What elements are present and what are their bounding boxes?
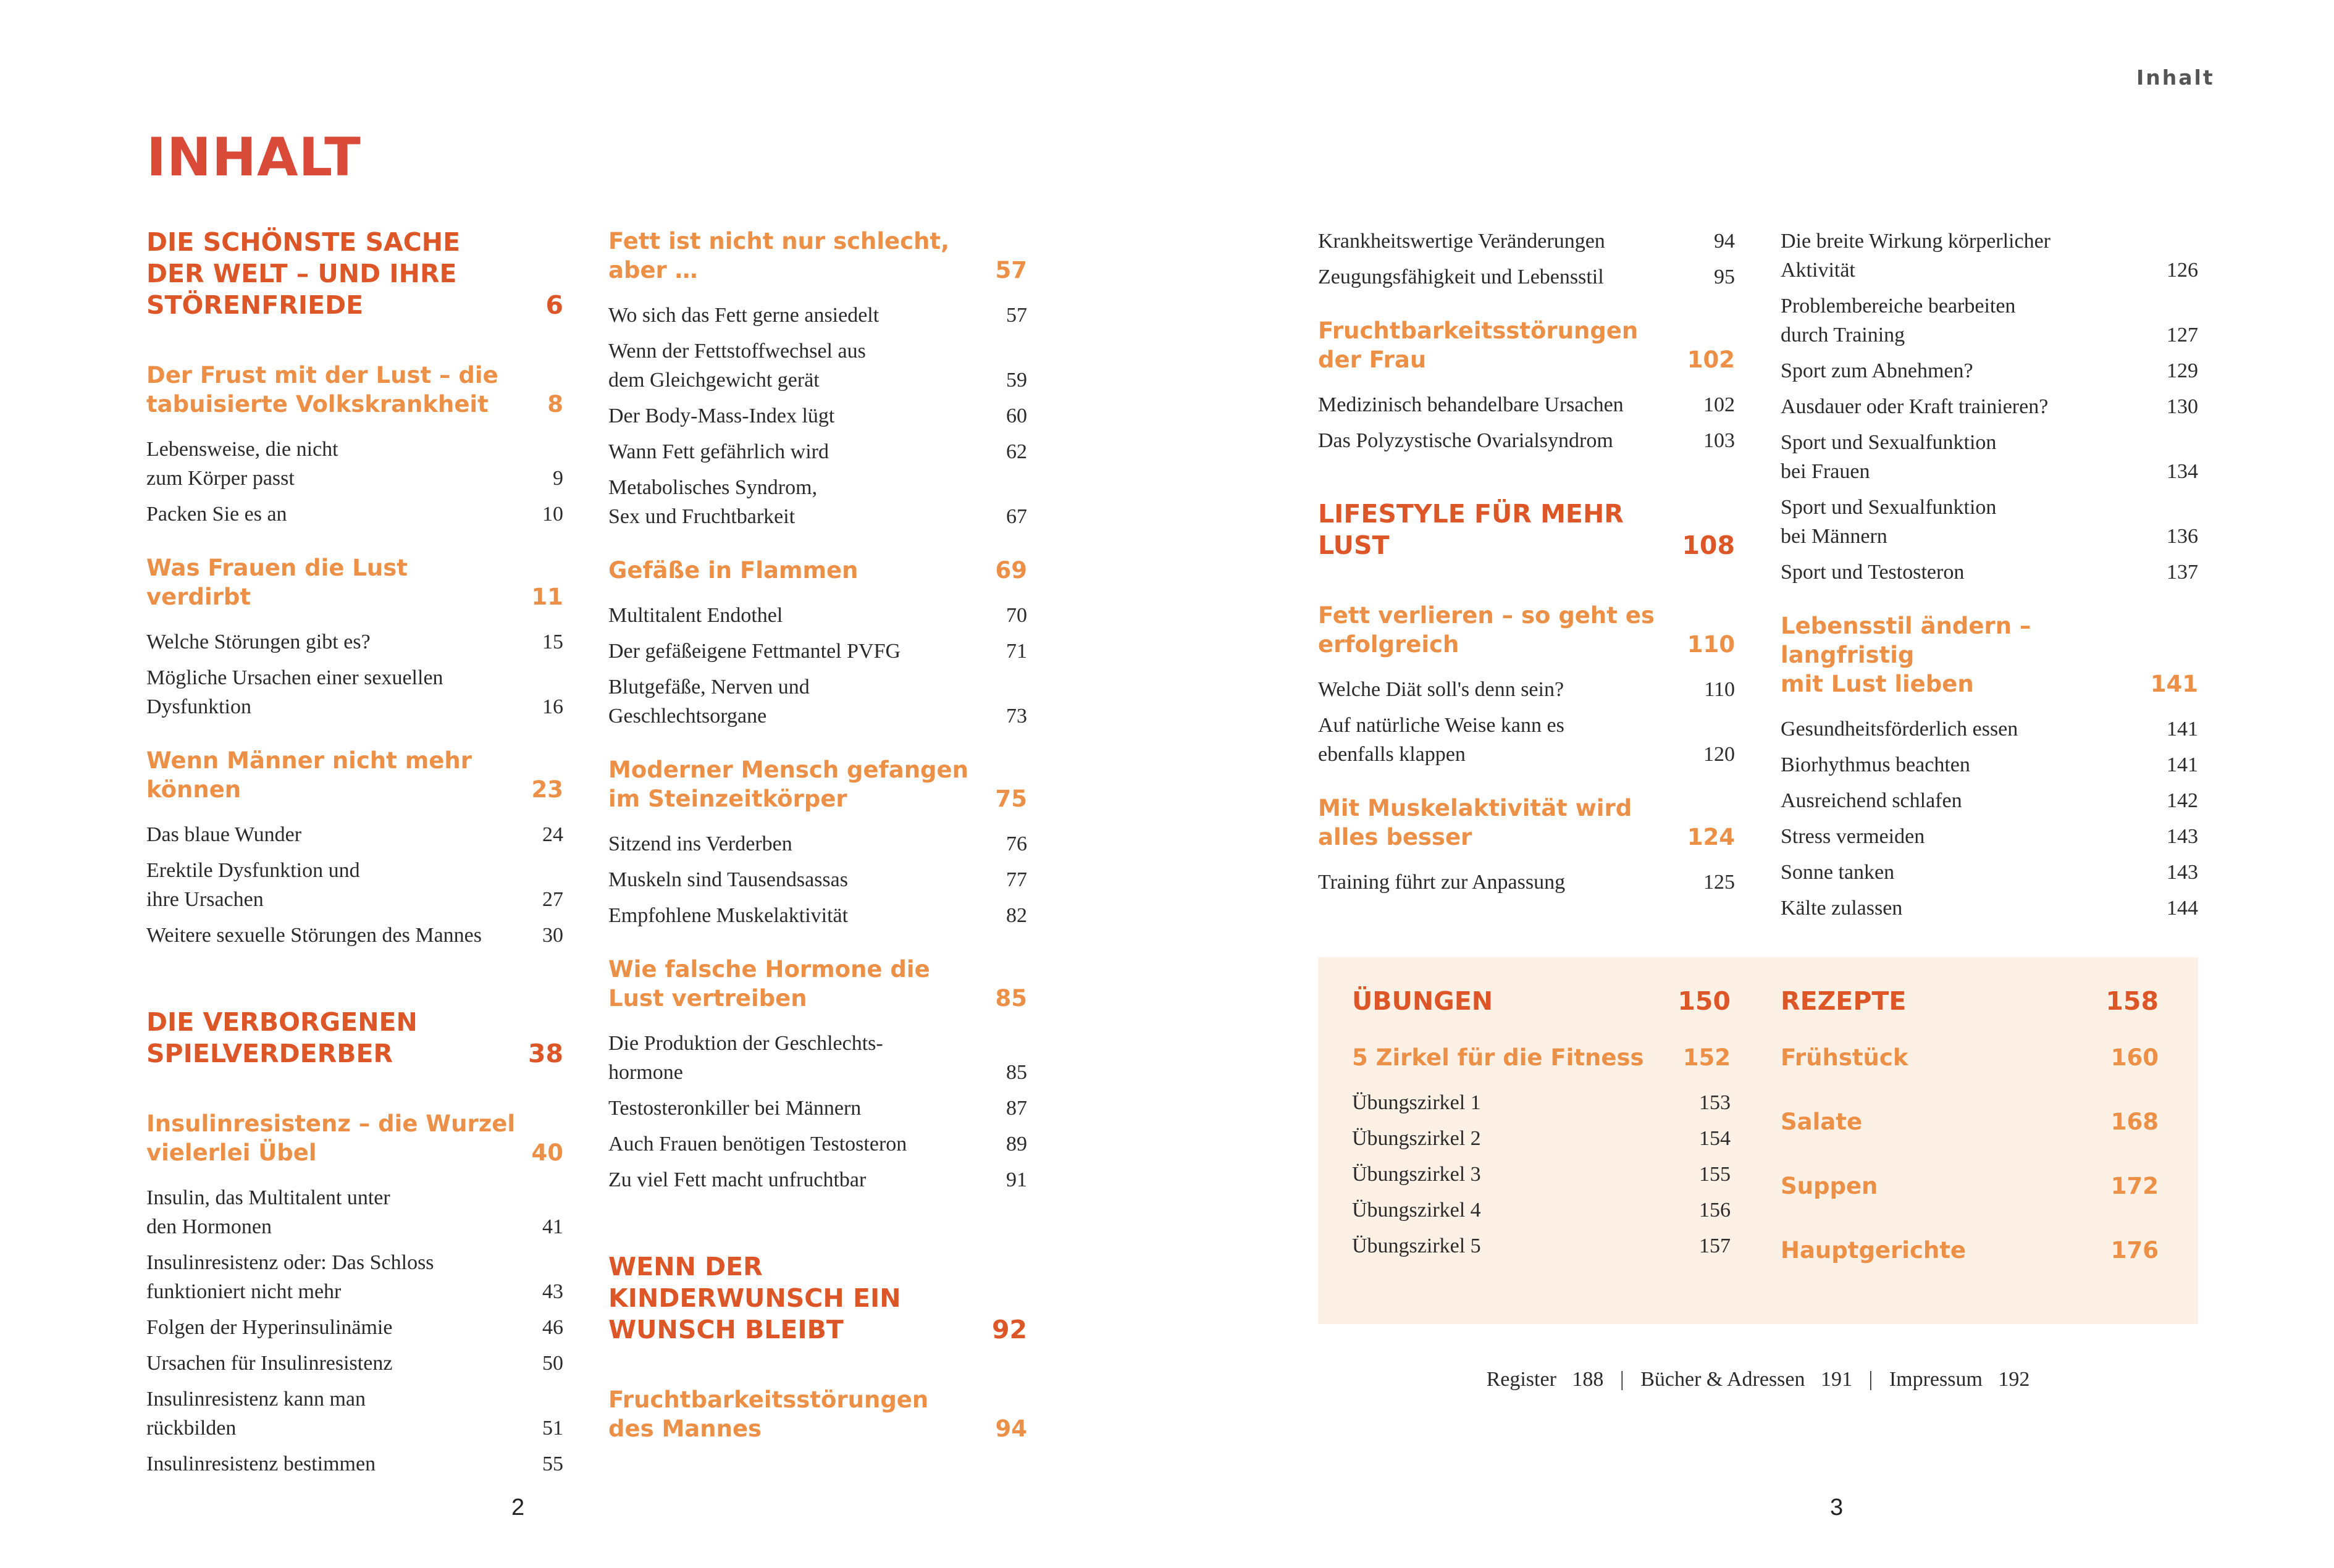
toc-entry[interactable] bbox=[1781, 356, 2198, 385]
toc-chapter[interactable] bbox=[1781, 986, 2159, 1017]
entry-title: Auch Frauen benötigen Testosteron bbox=[608, 1133, 907, 1155]
section-page: 69 bbox=[995, 557, 1027, 584]
toc-section-group bbox=[1318, 316, 1735, 455]
toc-section-group bbox=[608, 755, 1027, 930]
entry-title: Muskeln sind Tausendsassas bbox=[608, 868, 848, 891]
toc-entry[interactable] bbox=[146, 820, 563, 849]
entry-page: 144 bbox=[2167, 897, 2198, 920]
toc-entry[interactable] bbox=[146, 663, 563, 721]
entry-page: 141 bbox=[2167, 753, 2198, 776]
toc-entry[interactable] bbox=[608, 1130, 1027, 1159]
entry-page: 60 bbox=[1006, 405, 1027, 427]
toc-entry[interactable] bbox=[608, 637, 1027, 666]
chapter-page: 158 bbox=[2105, 986, 2159, 1016]
page-title: INHALT bbox=[146, 127, 361, 188]
entry-title: Insulinresistenz bestimmen bbox=[146, 1453, 376, 1475]
section-page: 176 bbox=[2110, 1237, 2159, 1264]
toc-section-group bbox=[146, 553, 563, 721]
entry-page: 155 bbox=[1699, 1163, 1731, 1186]
section-title: Hauptgerichte bbox=[1781, 1237, 1967, 1264]
toc-section[interactable] bbox=[608, 755, 1027, 813]
toc-chapter[interactable] bbox=[146, 227, 563, 321]
entry-title: Sitzend ins Verderben bbox=[608, 832, 792, 855]
entry-page: 15 bbox=[542, 631, 563, 653]
toc-section-group bbox=[608, 955, 1027, 1194]
register-page: 188 bbox=[1572, 1368, 1604, 1391]
entry-title: Folgen der Hyperinsulinämie bbox=[146, 1316, 393, 1339]
toc-entry[interactable] bbox=[608, 401, 1027, 430]
chapter-title: WENN DER KINDERWUNSCH EIN WUNSCH BLEIBT bbox=[608, 1252, 901, 1344]
section-page: 172 bbox=[2110, 1173, 2159, 1199]
toc-entry[interactable] bbox=[608, 437, 1027, 466]
entry-title: Wo sich das Fett gerne ansiedelt bbox=[608, 304, 879, 327]
toc-entry[interactable] bbox=[1352, 1124, 1731, 1153]
toc-section-group bbox=[608, 556, 1027, 731]
section-title: 5 Zirkel für die Fitness bbox=[1352, 1044, 1644, 1071]
entry-title: Auf natürliche Weise kann es ebenfalls klappen bbox=[1318, 714, 1564, 766]
toc-section-group bbox=[1318, 794, 1735, 897]
toc-chapter[interactable] bbox=[1318, 498, 1735, 561]
section-page: 152 bbox=[1682, 1044, 1731, 1071]
toc-section[interactable] bbox=[1352, 1043, 1731, 1072]
toc-chapter[interactable] bbox=[146, 1007, 563, 1070]
entry-page: 125 bbox=[1703, 871, 1735, 894]
entry-title: Die breite Wirkung körperlicher Aktivität bbox=[1781, 230, 2051, 282]
entry-page: 94 bbox=[1714, 230, 1735, 253]
chapter-page: 150 bbox=[1677, 986, 1731, 1016]
entry-page: 55 bbox=[542, 1453, 563, 1475]
toc-entry[interactable] bbox=[1781, 428, 2198, 486]
entry-title: Empfohlene Muskelaktivität bbox=[608, 904, 849, 927]
section-page: 124 bbox=[1687, 824, 1735, 850]
entry-title: Die Produktion der Geschlechts- hormone bbox=[608, 1032, 883, 1084]
toc-section-group bbox=[1318, 601, 1735, 769]
entry-title: Gesundheitsförderlich essen bbox=[1781, 718, 2018, 740]
entry-page: 130 bbox=[2167, 395, 2198, 418]
toc-entry[interactable] bbox=[1781, 786, 2198, 815]
entry-page: 46 bbox=[542, 1316, 563, 1339]
toc-entry[interactable] bbox=[1781, 558, 2198, 587]
entry-title: Insulinresistenz oder: Das Schloss funktioniert nicht mehr bbox=[146, 1251, 434, 1303]
register-label: Register bbox=[1486, 1368, 1556, 1391]
entry-page: 87 bbox=[1006, 1097, 1027, 1120]
entry-title: Training führt zur Anpassung bbox=[1318, 871, 1566, 894]
toc-entry[interactable] bbox=[1781, 291, 2198, 350]
toc-section[interactable] bbox=[1318, 794, 1735, 852]
chapter-title: LIFESTYLE FÜR MEHR LUST bbox=[1318, 499, 1624, 560]
toc-entry[interactable] bbox=[608, 829, 1027, 858]
entry-title: Mögliche Ursachen einer sexuellen Dysfunktion bbox=[146, 666, 443, 718]
entry-page: 9 bbox=[553, 467, 563, 490]
entry-title: Ausdauer oder Kraft trainieren? bbox=[1781, 395, 2049, 418]
toc-column-3 bbox=[1318, 227, 1735, 921]
toc-entry[interactable] bbox=[1352, 1160, 1731, 1189]
toc-entry[interactable] bbox=[1781, 750, 2198, 779]
page-number-left: 2 bbox=[511, 1495, 525, 1520]
entry-title: Wenn der Fettstoffwechsel aus dem Gleichgewicht gerät bbox=[608, 340, 866, 392]
toc-entry[interactable] bbox=[608, 901, 1027, 930]
entry-page: 70 bbox=[1006, 604, 1027, 627]
toc-entry[interactable] bbox=[146, 1385, 563, 1443]
entry-page: 89 bbox=[1006, 1133, 1027, 1155]
entry-page: 10 bbox=[542, 503, 563, 526]
chapter-title: DIE SCHÖNSTE SACHE DER WELT – UND IHRE STÖRENFRIEDE bbox=[146, 227, 461, 320]
entry-page: 16 bbox=[542, 695, 563, 718]
toc-entry[interactable] bbox=[1318, 227, 1735, 256]
toc-section[interactable] bbox=[608, 556, 1027, 585]
toc-entry[interactable] bbox=[608, 473, 1027, 531]
entry-title: Übungszirkel 4 bbox=[1352, 1199, 1481, 1222]
entry-page: 62 bbox=[1006, 440, 1027, 463]
toc-entry[interactable] bbox=[1352, 1196, 1731, 1225]
section-page: 75 bbox=[995, 786, 1027, 812]
section-page: 141 bbox=[2150, 671, 2198, 697]
toc-entry[interactable] bbox=[1781, 715, 2198, 744]
toc-entry[interactable] bbox=[146, 1183, 563, 1241]
entry-page: 120 bbox=[1703, 743, 1735, 766]
section-title: Salate bbox=[1781, 1109, 1863, 1135]
entry-title: Welche Störungen gibt es? bbox=[146, 631, 371, 653]
toc-entry[interactable] bbox=[608, 673, 1027, 731]
toc-entry[interactable] bbox=[608, 337, 1027, 395]
entry-page: 27 bbox=[542, 888, 563, 911]
chapter-page: 108 bbox=[1682, 530, 1735, 560]
exercises-recipes-box bbox=[1318, 957, 2198, 1324]
entry-page: 59 bbox=[1006, 369, 1027, 392]
entry-page: 153 bbox=[1699, 1091, 1731, 1114]
entry-page: 136 bbox=[2167, 525, 2198, 548]
toc-chapter[interactable] bbox=[1352, 986, 1731, 1017]
section-page: 168 bbox=[2110, 1109, 2159, 1135]
toc-entry[interactable] bbox=[1781, 894, 2198, 923]
entry-page: 141 bbox=[2167, 718, 2198, 740]
entry-page: 41 bbox=[542, 1215, 563, 1238]
toc-entry[interactable] bbox=[1318, 868, 1735, 897]
section-page: 57 bbox=[995, 257, 1027, 283]
section-page: 40 bbox=[531, 1139, 563, 1166]
entry-title: Stress vermeiden bbox=[1781, 825, 1925, 848]
entry-title: Sport zum Abnehmen? bbox=[1781, 359, 1973, 382]
toc-section[interactable] bbox=[608, 1385, 1027, 1443]
imprint-page: 192 bbox=[1998, 1368, 2030, 1391]
toc-entry[interactable] bbox=[1781, 493, 2198, 551]
chapter-title: ÜBUNGEN bbox=[1352, 986, 1493, 1016]
entry-title: Der gefäßeigene Fettmantel PVFG bbox=[608, 640, 901, 663]
toc-section[interactable] bbox=[1781, 1236, 2159, 1265]
section-title: Frühstück bbox=[1781, 1044, 1908, 1071]
entry-title: Kälte zulassen bbox=[1781, 897, 1903, 920]
section-page: 160 bbox=[2110, 1044, 2159, 1071]
entry-title: Weitere sexuelle Störungen des Mannes bbox=[146, 924, 482, 947]
entry-page: 73 bbox=[1006, 705, 1027, 727]
section-title: Fruchtbarkeitsstörungen der Frau bbox=[1318, 317, 1639, 373]
entry-title: Das blaue Wunder bbox=[146, 823, 302, 846]
separator: | bbox=[1619, 1368, 1624, 1391]
toc-section[interactable] bbox=[1781, 1043, 2159, 1072]
running-header: Inhalt bbox=[2136, 65, 2215, 90]
toc-entry[interactable] bbox=[608, 1029, 1027, 1087]
entry-page: 50 bbox=[542, 1352, 563, 1375]
toc-section[interactable] bbox=[1318, 601, 1735, 659]
entry-title: Übungszirkel 1 bbox=[1352, 1091, 1481, 1114]
toc-section[interactable] bbox=[146, 553, 563, 611]
entry-title: Wann Fett gefährlich wird bbox=[608, 440, 829, 463]
toc-column-2 bbox=[608, 227, 1027, 1459]
section-title: Fett ist nicht nur schlecht, aber … bbox=[608, 228, 950, 283]
toc-section-group bbox=[146, 1109, 563, 1478]
page-number-right: 3 bbox=[1830, 1495, 1844, 1520]
imprint-link[interactable] bbox=[1889, 1368, 2030, 1391]
entry-title: Welche Diät soll's denn sein? bbox=[1318, 678, 1564, 701]
toc-section[interactable] bbox=[146, 746, 563, 804]
toc-entry[interactable] bbox=[146, 1313, 563, 1342]
toc-entry[interactable] bbox=[1318, 390, 1735, 419]
entry-title: Der Body-Mass-Index lügt bbox=[608, 405, 835, 427]
entry-page: 30 bbox=[542, 924, 563, 947]
entry-page: 103 bbox=[1703, 429, 1735, 452]
entry-page: 143 bbox=[2167, 825, 2198, 848]
toc-section-group bbox=[1781, 611, 2198, 923]
section-page: 102 bbox=[1687, 346, 1735, 373]
chapter-page: 6 bbox=[545, 290, 563, 320]
toc-section[interactable] bbox=[608, 955, 1027, 1013]
toc-section[interactable] bbox=[1781, 1172, 2159, 1201]
entry-page: 157 bbox=[1699, 1235, 1731, 1257]
section-page: 85 bbox=[995, 985, 1027, 1012]
section-page: 110 bbox=[1687, 631, 1735, 658]
toc-entry[interactable] bbox=[608, 1094, 1027, 1123]
toc-entry[interactable] bbox=[1318, 262, 1735, 291]
entry-title: Lebensweise, die nicht zum Körper passt bbox=[146, 438, 338, 490]
section-page: 94 bbox=[995, 1415, 1027, 1442]
entry-page: 143 bbox=[2167, 861, 2198, 884]
entry-title: Packen Sie es an bbox=[146, 503, 287, 526]
imprint-label: Impressum bbox=[1889, 1368, 1983, 1391]
toc-entry[interactable] bbox=[146, 500, 563, 529]
entry-page: 129 bbox=[2167, 359, 2198, 382]
toc-entry[interactable] bbox=[608, 301, 1027, 330]
section-title: Lebensstil ändern – langfristig mit Lust lieben bbox=[1781, 613, 2031, 697]
section-title: Mit Muskelaktivität wird alles besser bbox=[1318, 795, 1632, 850]
entry-title: Sport und Sexualfunktion bei Frauen bbox=[1781, 431, 1997, 483]
entry-title: Medizinisch behandelbare Ursachen bbox=[1318, 393, 1624, 416]
toc-entry[interactable] bbox=[608, 601, 1027, 630]
section-title: Wenn Männer nicht mehr können bbox=[146, 747, 472, 803]
entry-title: Krankheitswertige Veränderungen bbox=[1318, 230, 1605, 253]
toc-chapter[interactable] bbox=[608, 1251, 1027, 1346]
chapter-title: DIE VERBORGENEN SPIELVERDERBER bbox=[146, 1007, 418, 1068]
entry-page: 134 bbox=[2167, 460, 2198, 483]
separator: | bbox=[1868, 1368, 1873, 1391]
entry-title: Erektile Dysfunktion und ihre Ursachen bbox=[146, 859, 360, 911]
section-page: 8 bbox=[547, 391, 563, 417]
chapter-page: 38 bbox=[527, 1039, 563, 1068]
section-title: Der Frust mit der Lust – die tabuisierte Volkskrankheit bbox=[146, 362, 498, 417]
section-title: Fruchtbarkeitsstörungen des Mannes bbox=[608, 1386, 929, 1442]
entry-page: 110 bbox=[1704, 678, 1735, 701]
chapter-page: 92 bbox=[991, 1315, 1027, 1344]
books-label: Bücher & Adressen bbox=[1640, 1368, 1805, 1391]
entry-title: Multitalent Endothel bbox=[608, 604, 783, 627]
entry-title: Testosteronkiller bei Männern bbox=[608, 1097, 862, 1120]
toc-entry[interactable] bbox=[1318, 675, 1735, 704]
entry-page: 126 bbox=[2167, 259, 2198, 282]
section-title: Moderner Mensch gefangen im Steinzeitkörper bbox=[608, 757, 968, 812]
entry-title: Insulinresistenz kann man rückbilden bbox=[146, 1388, 366, 1440]
entry-page: 154 bbox=[1699, 1127, 1731, 1150]
toc-column-1 bbox=[146, 227, 563, 1503]
entry-page: 71 bbox=[1006, 640, 1027, 663]
entry-page: 85 bbox=[1006, 1061, 1027, 1084]
section-title: Gefäße in Flammen bbox=[608, 557, 858, 584]
entry-page: 51 bbox=[542, 1417, 563, 1440]
entry-title: Sport und Sexualfunktion bei Männern bbox=[1781, 496, 1997, 548]
entry-title: Problembereiche bearbeiten durch Training bbox=[1781, 295, 2016, 346]
entry-title: Ausreichend schlafen bbox=[1781, 789, 1962, 812]
entry-page: 82 bbox=[1006, 904, 1027, 927]
entry-page: 102 bbox=[1703, 393, 1735, 416]
entry-page: 156 bbox=[1699, 1199, 1731, 1222]
toc-column-4 bbox=[1781, 227, 2198, 947]
toc-entry[interactable] bbox=[1781, 822, 2198, 851]
entry-title: Biorhythmus beachten bbox=[1781, 753, 1970, 776]
books-page: 191 bbox=[1821, 1368, 1852, 1391]
entry-title: Ursachen für Insulinresistenz bbox=[146, 1352, 393, 1375]
toc-entry[interactable] bbox=[146, 1349, 563, 1378]
toc-entry-group bbox=[1781, 227, 2198, 587]
toc-section[interactable] bbox=[1781, 611, 2198, 698]
entry-page: 57 bbox=[1006, 304, 1027, 327]
chapter-title: REZEPTE bbox=[1781, 986, 1907, 1016]
entry-page: 67 bbox=[1006, 505, 1027, 528]
entry-title: Metabolisches Syndrom, Sex und Fruchtbarkeit bbox=[608, 476, 818, 528]
section-page: 23 bbox=[531, 776, 563, 803]
entry-title: Blutgefäße, Nerven und Geschlechtsorgane bbox=[608, 676, 810, 727]
entry-title: Übungszirkel 3 bbox=[1352, 1163, 1481, 1186]
entry-title: Zu viel Fett macht unfruchtbar bbox=[608, 1168, 867, 1191]
entry-title: Zeugungsfähigkeit und Lebensstil bbox=[1318, 266, 1604, 288]
entry-page: 43 bbox=[542, 1280, 563, 1303]
entry-page: 137 bbox=[2167, 561, 2198, 584]
toc-section[interactable] bbox=[146, 361, 563, 419]
toc-section-group bbox=[146, 361, 563, 529]
entry-page: 91 bbox=[1006, 1168, 1027, 1191]
entry-title: Übungszirkel 5 bbox=[1352, 1235, 1481, 1257]
entry-title: Sonne tanken bbox=[1781, 861, 1895, 884]
section-page: 11 bbox=[531, 584, 563, 610]
toc-section[interactable] bbox=[1318, 316, 1735, 374]
toc-entry[interactable] bbox=[146, 435, 563, 493]
entry-title: Sport und Testosteron bbox=[1781, 561, 1965, 584]
section-title: Was Frauen die Lust verdirbt bbox=[146, 555, 408, 610]
toc-entry[interactable] bbox=[146, 1248, 563, 1306]
toc-entry[interactable] bbox=[1352, 1088, 1731, 1117]
entry-page: 142 bbox=[2167, 789, 2198, 812]
toc-entry[interactable] bbox=[1781, 392, 2198, 421]
register-link[interactable] bbox=[1487, 1368, 1604, 1391]
recipes-column bbox=[1781, 986, 2159, 1281]
entry-page: 24 bbox=[542, 823, 563, 846]
toc-entry[interactable] bbox=[146, 1449, 563, 1478]
books-addresses-link[interactable] bbox=[1640, 1368, 1852, 1391]
toc-entry[interactable] bbox=[1781, 227, 2198, 285]
toc-section-group bbox=[608, 227, 1027, 531]
entry-page: 127 bbox=[2167, 324, 2198, 346]
exercises-column bbox=[1352, 986, 1731, 1267]
entry-title: Übungszirkel 2 bbox=[1352, 1127, 1481, 1150]
toc-entry[interactable] bbox=[1318, 426, 1735, 455]
entry-page: 76 bbox=[1006, 832, 1027, 855]
section-title: Wie falsche Hormone die Lust vertreiben bbox=[608, 956, 930, 1012]
entry-page: 77 bbox=[1006, 868, 1027, 891]
toc-entry-group bbox=[1318, 227, 1735, 291]
toc-entry[interactable] bbox=[1781, 858, 2198, 887]
section-title: Suppen bbox=[1781, 1173, 1878, 1199]
toc-entry[interactable] bbox=[146, 921, 563, 950]
toc-entry[interactable] bbox=[146, 856, 563, 914]
toc-entry[interactable] bbox=[608, 865, 1027, 894]
toc-entry[interactable] bbox=[1352, 1231, 1731, 1260]
toc-section-group bbox=[146, 746, 563, 950]
section-title: Insulinresistenz – die Wurzel vielerlei Übel bbox=[146, 1110, 516, 1166]
entry-title: Das Polyzystische Ovarialsyndrom bbox=[1318, 429, 1613, 452]
toc-section[interactable] bbox=[1781, 1107, 2159, 1136]
entry-title: Insulin, das Multitalent unter den Hormonen bbox=[146, 1186, 390, 1238]
toc-section[interactable] bbox=[146, 1109, 563, 1167]
back-matter-links bbox=[1318, 1368, 2198, 1391]
toc-section[interactable] bbox=[608, 227, 1027, 285]
section-title: Fett verlieren – so geht es erfolgreich bbox=[1318, 602, 1655, 658]
toc-entry[interactable] bbox=[608, 1165, 1027, 1194]
entry-page: 95 bbox=[1714, 266, 1735, 288]
toc-entry[interactable] bbox=[146, 627, 563, 656]
toc-entry[interactable] bbox=[1318, 711, 1735, 769]
